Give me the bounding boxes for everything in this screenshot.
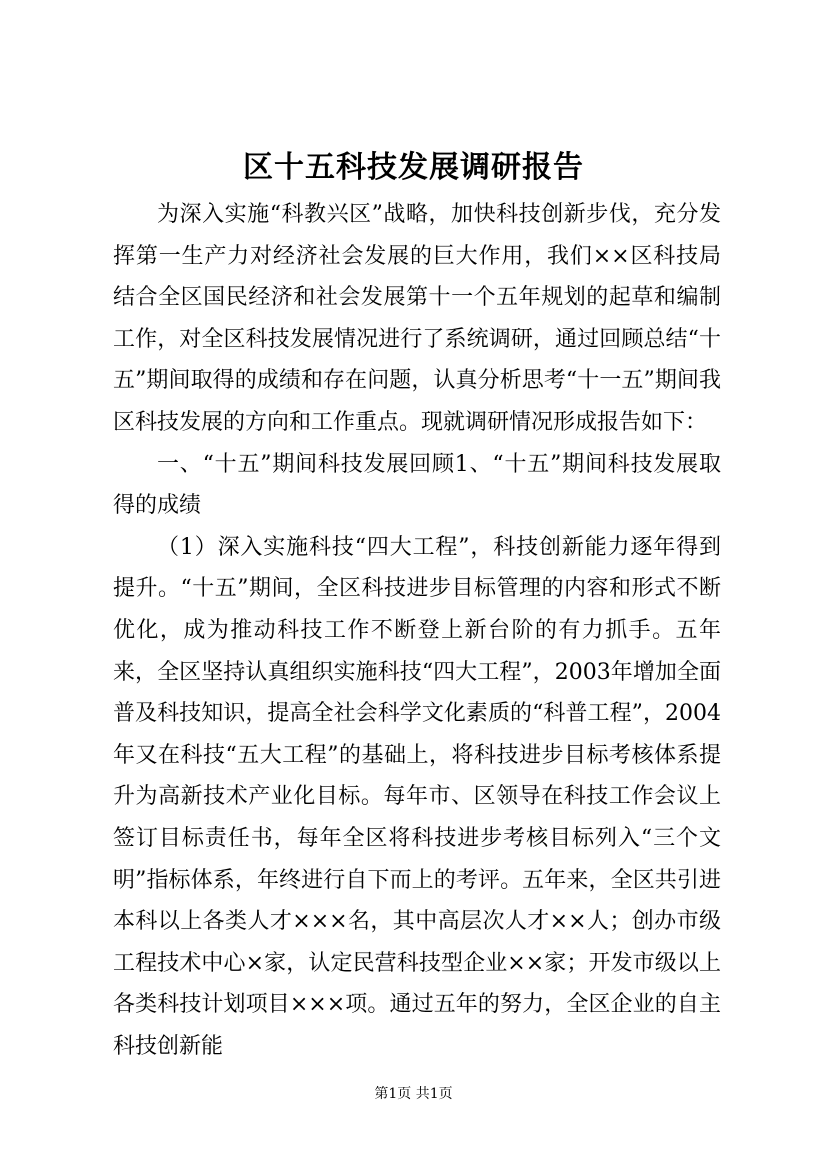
document-body [113, 194, 721, 1067]
paragraph-intro: 为深入实施“科教兴区”战略，加快科技创新步伐，充分发挥第一生产力对经济社会发展的巨大作用，我们××区科技局结合全区国民经济和社会发展第十一个五年规划的起草和编制工作，对全区科技发展情况进行了系统调研，通过回顾总结“十五”期间取得的成绩和存在问题，认真分析思考“十一五”期间我区科技发展的方向和工作重点。现就调研情况形成报告如下： [113, 202, 721, 435]
document-title: 区十五科技发展调研报告 [243, 150, 584, 185]
paragraph-achievements: （1）深入实施科技“四大工程”，科技创新能力逐年得到提升。“十五”期间，全区科技进步目标管理的内容和形式不断优化，成为推动科技工作不断登上新台阶的有力抓手。五年来，全区坚持认真组织实施科技“四大工程”，2003年增加全面普及科技知识，提高全社会科学文化素质的“科普工程”，2004年又在科技“五大工程”的基础上，将科技进步目标考核体系提升为高新技术产业化目标。每年市、区领导在科技工作会议上签订目标责任书，每年全区将科技进步考核目标列入“三个文明”指标体系，年终进行自下而上的考评。五年来，全区共引进本科以上各类人才×××名，其中高层次人才××人；创办市级工程技术中心×家，认定民营科技型企业××家；开发市级以上各类科技计划项目×××项。通过五年的努力，全区企业的自主科技创新能 [113, 534, 721, 1059]
page-footer: 第1页 共1页 [374, 1086, 453, 1102]
paragraph-section-heading: 一、“十五”期间科技发展回顾1、“十五”期间科技发展取得的成绩 [113, 451, 721, 519]
